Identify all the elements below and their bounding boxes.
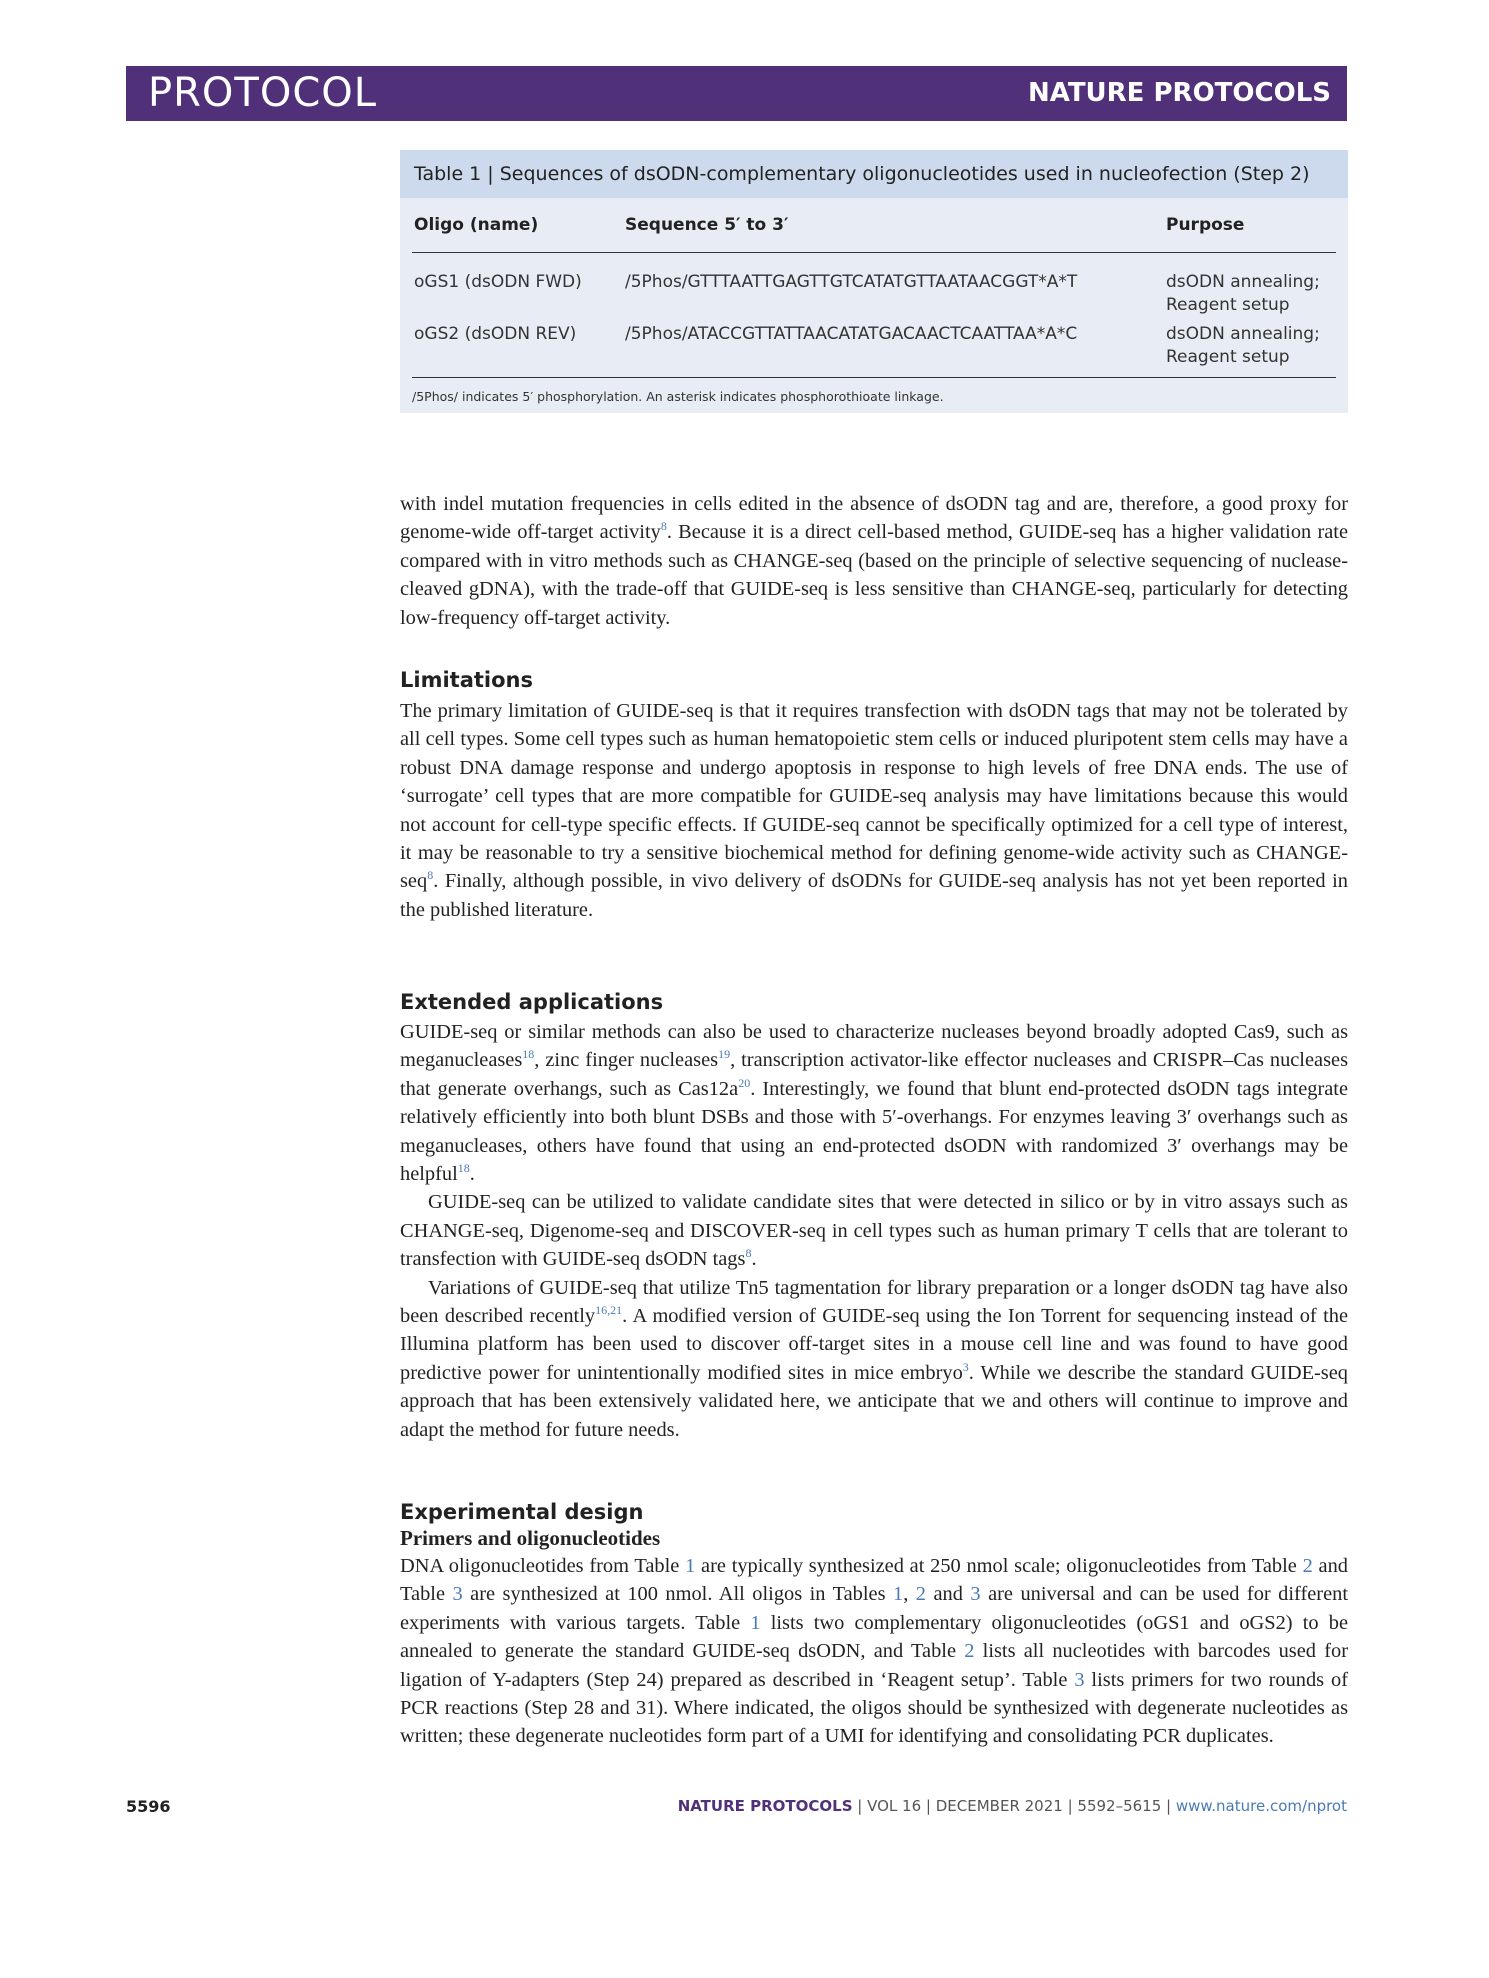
reference-link[interactable]: 18 — [457, 1161, 470, 1176]
table-row-sequence: /5Phos/ATACCGTTATTAACATATGACAACTCAATTAA*A*C — [625, 324, 1078, 344]
section-heading-experimental-design: Experimental design — [400, 1500, 644, 1524]
table-link[interactable]: 2 — [964, 1640, 975, 1663]
column-header-purpose: Purpose — [1166, 215, 1245, 235]
table-rule — [412, 252, 1336, 253]
table-row-purpose: dsODN annealing; — [1166, 324, 1320, 344]
column-header-sequence: Sequence 5′ to 3′ — [625, 215, 789, 235]
reference-link[interactable]: 8 — [427, 868, 434, 883]
intro-paragraph: with indel mutation frequencies in cells edited in the absence of dsODN tag and are, therefore, a good proxy for genome-wide off-target activity$^8$. Because it is a direct cell-based method, GUIDE-seq has a higher validation rate compared with in vitro methods such as CHANGE-seq (based on the principle of selective sequencing of nuclease-cleaved gDNA), with the trade-off that GUIDE-seq is less sensitive than CHANGE-seq, particularly for detecting low-frequency off-target activity. — [400, 493, 1348, 629]
reference-link[interactable]: 3 — [962, 1360, 969, 1375]
table-link[interactable]: 3 — [970, 1583, 981, 1606]
section-heading-extended-applications: Extended applications — [400, 990, 664, 1014]
extended-applications-text — [400, 1018, 1348, 1444]
table-footnote: /5Phos/ indicates 5′ phosphorylation. An asterisk indicates phosphorothioate linkage. — [412, 389, 944, 404]
column-header-oligo: Oligo (name) — [414, 215, 539, 235]
subsection-heading-primers: Primers and oligonucleotides — [400, 1526, 661, 1550]
table-link[interactable]: 1 — [750, 1611, 761, 1634]
table-row-name: oGS1 (dsODN FWD) — [414, 272, 582, 292]
journal-header-bar — [126, 66, 1347, 121]
table-row-name: oGS2 (dsODN REV) — [414, 324, 577, 344]
journal-url-link[interactable]: www.nature.com/nprot — [1175, 1797, 1347, 1815]
page-number: 5596 — [126, 1797, 171, 1816]
table-link[interactable]: 3 — [1074, 1668, 1085, 1691]
reference-link[interactable]: 8 — [660, 519, 667, 534]
table-row-purpose: Reagent setup — [1166, 295, 1290, 315]
reference-link[interactable]: 16,21 — [595, 1303, 623, 1318]
section-heading-limitations: Limitations — [400, 668, 533, 692]
journal-name: NATURE PROTOCOLS — [1027, 78, 1331, 108]
limitations-paragraph: The primary limitation of GUIDE-seq is that it requires transfection with dsODN tags that may not be tolerated by all cell types. Some cell types such as human hematopoietic stem cells or induced pluripotent stem cells may have a robust DNA damage response and undergo apoptosis in response to high levels of free DNA ends. The use of ‘surrogate’ cell types that are more compatible for GUIDE-seq analysis may have limitations because this would not account for cell-type specific effects. If GUIDE-seq cannot be specifically optimized for a cell type of interest, it may be reasonable to try a sensitive biochemical method for defining genome-wide activity such as CHANGE-seq$^8$. Finally, although possible, in vivo delivery of dsODNs for GUIDE-seq analysis has not yet been reported in the published literature. — [400, 700, 1348, 921]
table-link[interactable]: 1 — [685, 1555, 696, 1577]
primers-paragraph: DNA oligonucleotides from Table 1 are typically synthesized at 250 nmol scale; oligonucleotides from Table 2 and Table 3 are synthesized at 100 nmol. All oligos in Tables 1, 2 and 3 are universal and can be used for different experiments with various targets. Table 1 lists two complementary oligonucleotides (oGS1 and oGS2) to be annealed to generate the standard GUIDE-seq dsODN, and Table 2 lists all nucleotides with barcodes used for ligation of Y-adapters (Step 24) prepared as described in ‘Reagent setup’. Table 3 lists primers for two rounds of PCR reactions (Step 28 and 31). Where indicated, the oligos should be synthesized with degenerate nucleotides as written; these degenerate nucleotides form part of a UMI for identifying and consolidating PCR duplicates. — [400, 1555, 1349, 1748]
table-link[interactable]: 3 — [452, 1583, 463, 1606]
reference-link[interactable]: 20 — [738, 1076, 751, 1091]
reference-link[interactable]: 18 — [522, 1047, 535, 1062]
table-1 — [400, 150, 1348, 413]
footer-citation: NATURE PROTOCOLS | VOL 16 | DECEMBER 2021 | 5592–5615 | www.nature.com/nprot — [677, 1797, 1347, 1815]
table-row-purpose: dsODN annealing; — [1166, 272, 1320, 292]
table-link[interactable]: 2 — [915, 1583, 926, 1606]
article-type-label: PROTOCOL — [148, 70, 378, 116]
paragraph: GUIDE-seq can be utilized to validate candidate sites that were detected in silico or by in vitro assays such as CHANGE-seq, Digenome-seq and DISCOVER-seq in cell types such as human primary T cells that are tolerant to transfection with GUIDE-seq dsODN tags$^8$. — [400, 1191, 1348, 1271]
table-link[interactable]: 2 — [1302, 1555, 1313, 1577]
reference-link[interactable]: 8 — [745, 1246, 752, 1261]
paragraph: GUIDE-seq or similar methods can also be used to characterize nucleases beyond broadly adopted Cas9, such as meganucleases$^{18}$, zinc finger nucleases$^{19}$, transcription activator-like effector nucleases and CRISPR–Cas nucleases that generate overhangs, such as $Cas12a^{20}$. Interestingly, we found that blunt end-protected dsODN tags integrate relatively efficiently into both blunt DSBs and those with 5′-overhangs. For enzymes leaving 3′ overhangs such as meganucleases, others have found that using an end-protected dsODN with randomized 3′ overhangs may be helpful$^{18}$. — [400, 1021, 1349, 1186]
table-rule — [412, 377, 1336, 378]
paragraph: Variations of GUIDE-seq that utilize Tn5 tagmentation for library preparation or a longer dsODN tag have also been described recently$^{16,21}$. A modified version of GUIDE-seq using the Ion Torrent for sequencing instead of the Illumina platform has been used to discover off-target sites in a mouse cell line and was found to have good predictive power for unintentionally modified sites in mice embryo$^3$. While we describe the standard GUIDE-seq approach that has been extensively validated here, we anticipate that we and others will continue to improve and adapt the method for future needs. — [400, 1276, 1348, 1441]
table-title: Table 1 | Sequences of dsODN-complementary oligonucleotides used in nucleofection (Step 2) — [400, 150, 1348, 198]
table-row-sequence: /5Phos/GTTTAATTGAGTTGTCATATGTTAATAACGGT*A*T — [625, 272, 1078, 292]
table-row-purpose: Reagent setup — [1166, 347, 1290, 367]
reference-link[interactable]: 19 — [718, 1047, 731, 1062]
table-link[interactable]: 1 — [893, 1583, 904, 1606]
